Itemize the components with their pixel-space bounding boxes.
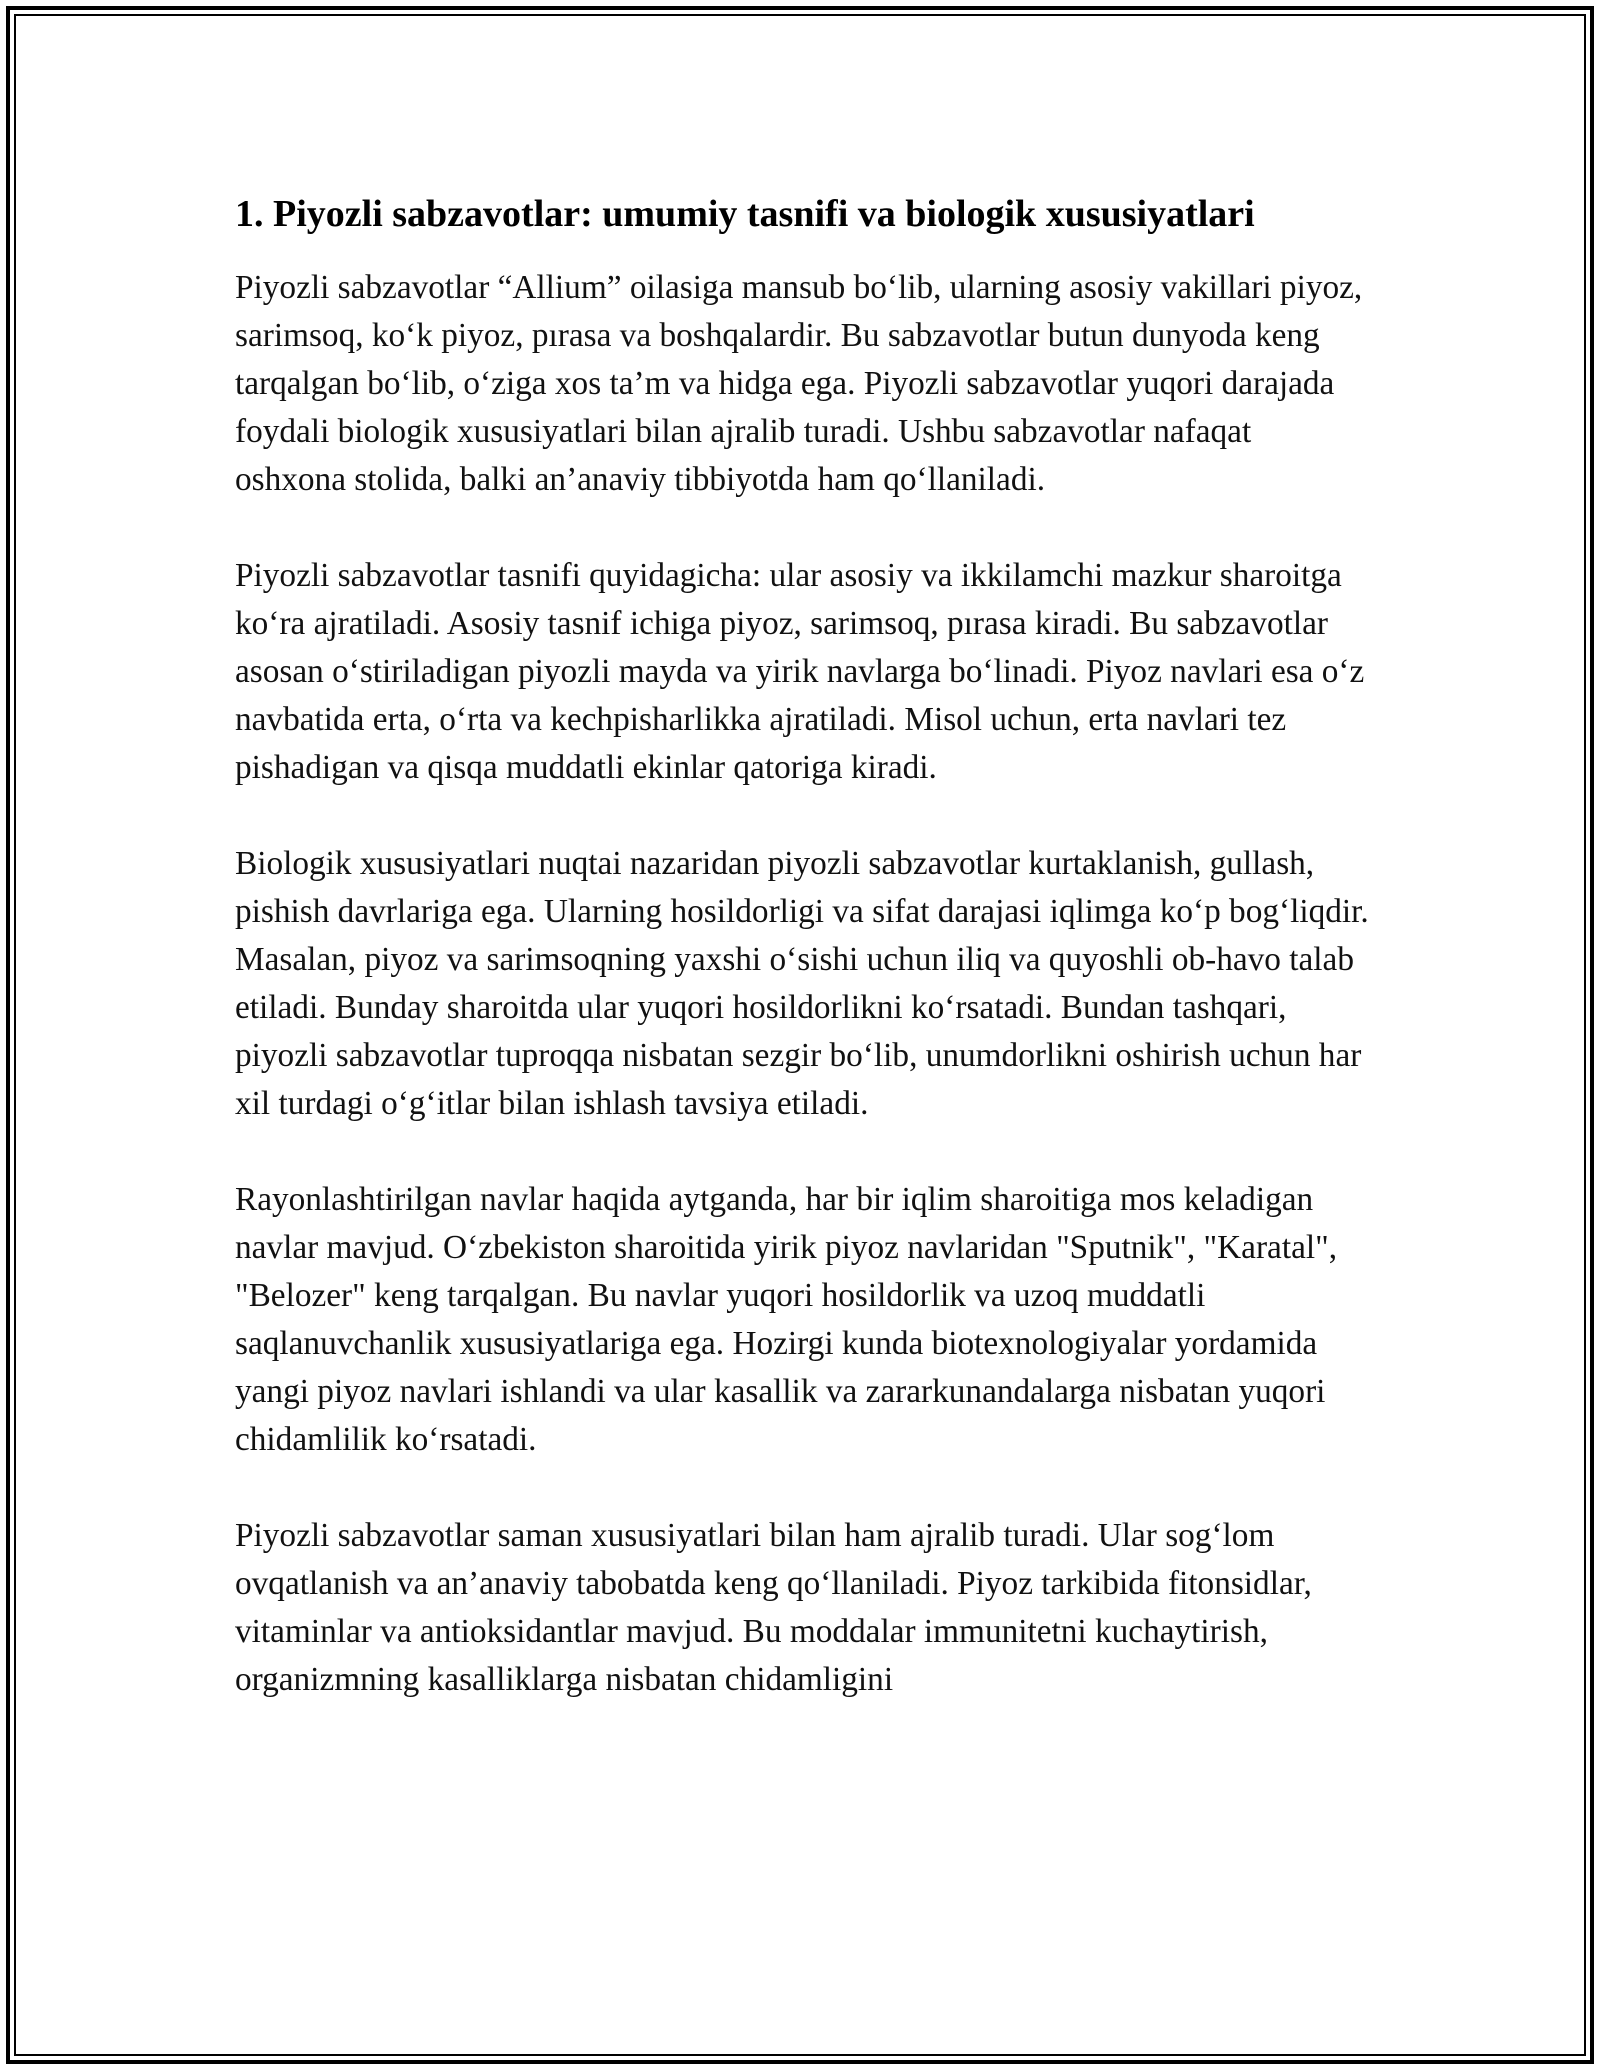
document-body <box>235 186 1370 1752</box>
paragraph-4: Rayonlashtirilgan navlar haqida aytganda, har bir iqlim sharoitiga mos keladigan navlar mavjud. O‘zbekiston sharoitida yirik piyoz navlaridan "Sputnik", "Karatal", "Belozer" keng tarqalgan. Bu navlar yuqori hosildorlik va uzoq muddatli saqlanuvchanlik xususiyatlariga ega. Hozirgi kunda biotexnologiyalar yordamida yangi piyoz navlari ishlandi va ular kasallik va zararkunandalarga nisbatan yuqori chidamlilik ko‘rsatadi. <box>235 1181 1338 1458</box>
section-heading: 1. Piyozli sabzavotlar: umumiy tasnifi va biologik xususiyatlari <box>235 193 1255 235</box>
paragraph-2: Piyozli sabzavotlar tasnifi quyidagicha: ular asosiy va ikkilamchi mazkur sharoitga ko‘ra ajratiladi. Asosiy tasnif ichiga piyoz, sarimsoq, pırasa kiradi. Bu sabzavotlar asosan o‘stiriladigan piyozli mayda va yirik navlarga bo‘linadi. Piyoz navlari esa o‘z navbatida erta, o‘rta va kechpisharlikka ajratiladi. Misol uchun, erta navlari tez pishadigan va qisqa muddatli ekinlar qatoriga kiradi. <box>235 557 1365 786</box>
paragraph-1: Piyozli sabzavotlar “Allium” oilasiga mansub bo‘lib, ularning asosiy vakillari piyoz, sarimsoq, ko‘k piyoz, pırasa va boshqalardir. Bu sabzavotlar butun dunyoda keng tarqalgan bo‘lib, o‘ziga xos ta’m va hidga ega. Piyozli sabzavotlar yuqori darajada foydali biologik xususiyatlari bilan ajralib turadi. Ushbu sabzavotlar nafaqat oshxona stolida, balki an’anaviy tibbiyotda ham qo‘llaniladi. <box>235 269 1363 498</box>
paragraph-3: Biologik xususiyatlari nuqtai nazaridan piyozli sabzavotlar kurtaklanish, gullash, pishish davrlariga ega. Ularning hosildorligi va sifat darajasi iqlimga ko‘p bog‘liqdir. Masalan, piyoz va sarimsoqning yaxshi o‘sishi uchun iliq va quyoshli ob-havo talab etiladi. Bunday sharoitda ular yuqori hosildorlikni ko‘rsatadi. Bundan tashqari, piyozli sabzavotlar tuproqqa nisbatan sezgir bo‘lib, unumdorlikni oshirish uchun har xil turdagi o‘g‘itlar bilan ishlash tavsiya etiladi. <box>235 845 1369 1122</box>
paragraph-5: Piyozli sabzavotlar saman xususiyatlari bilan ham ajralib turadi. Ular sog‘lom ovqatlanish va an’anaviy tabobatda keng qo‘llaniladi. Piyoz tarkibida fitonsidlar, vitaminlar va antioksidantlar mavjud. Bu moddalar immunitetni kuchaytirish, organizmning kasalliklarga nisbatan chidamligini <box>235 1517 1312 1698</box>
